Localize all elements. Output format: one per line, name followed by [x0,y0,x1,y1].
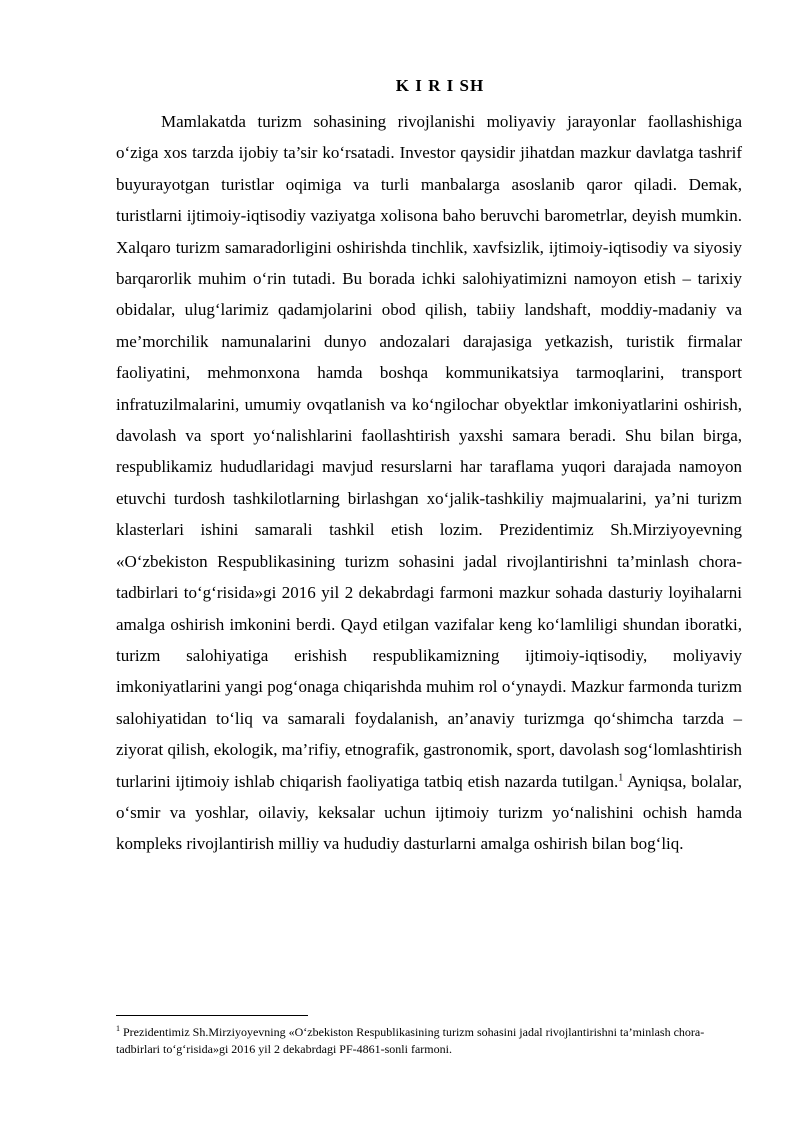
footnote-text: Prezidentimiz Sh.Mirziyoyevning «O‘zbekiston Respublikasining turizm sohasini jadal rivojlantirishni ta’minlash chora-tadbirlari to‘g‘risida»gi 2016 yil 2 dekabrdagi PF-4861-sonli farmoni. [116,1025,705,1056]
page-heading: K I R I SH [395,76,485,95]
footnote [116,1024,746,1057]
footnote-marker: 1 [116,1024,120,1033]
footnote-separator [116,1015,308,1016]
paragraph-text-main: Mamlakatda turizm sohasining rivojlanishi moliyaviy jarayonlar faollashishiga o‘ziga xos tarzda ijobiy ta’sir ko‘rsatadi. Investor qaysidir jihatdan mazkur davlatga tashrif buyurayotgan turistlar oqimiga va turli manbalarga asoslanib qaror qiladi. Demak, turistlarni ijtimoiy-iqtisodiy vaziyatga xolisona baho beruvchi barometrlar, deyish mumkin. Xalqaro turizm samaradorligini oshirishda tinchlik, xavfsizlik, ijtimoiy-iqtisodiy va siyosiy barqarorlik muhim o‘rin tutadi. Bu borada ichki salohiyatimizni namoyon etish – tarixiy obidalar, ulug‘larimiz qadamjolarini obod qilish, tabiiy landshaft, moddiy-madaniy va me’morchilik namunalarini dunyo andozalari darajasiga yetkazish, turistik firmalar faoliyatini, mehmonxona hamda boshqa kommunikatsiya tarmoqlarini, transport infratuzilmalarini, umumiy ovqatlanish va ko‘ngilochar obyektlar imkoniyatlarini oshirish, davolash va sport yo‘nalishlarini faollashtirish yaxshi samara beradi. Shu bilan birga, respublikamiz hududlaridagi mavjud resurslarni har taraflama yuqori darajada namoyon etuvchi turdosh tashkilotlarning birlashgan xo‘jalik-tashkiliy majmualarini, ya’ni turizm klasterlari ishini samarali tashkil etish lozim. Prezidentimiz Sh.Mirziyoyevning «O‘zbekiston Respublikasining turizm sohasini jadal rivojlantirishni ta’minlash chora-tadbirlari to‘g‘risida»gi 2016 yil 2 dekabrdagi farmoni mazkur sohada dasturiy loyihalarni amalga oshirish imkonini berdi. Qayd etilgan vazifalar keng ko‘lamliligi shundan iboratki, turizm salohiyatiga erishish respublikamizning ijtimoiy-iqtisodiy, moliyaviy imkoniyatlarini yangi pog‘onaga chiqarishda muhim rol o‘ynaydi. Mazkur farmonda turizm salohiyatidan to‘liq va samarali foydalanish, an’anaviy turizmga qo‘shimcha tarzda – ziyorat qilish, ekologik, ma’rifiy, etnografik, gastronomik, sport, davolash sog‘lomlashtirish turlarini ijtimoiy ishlab chiqarish faoliyatiga tatbiq etish nazarda tutilgan. [116,112,742,791]
paragraph-text-continued: Ayniqsa, bolalar, o‘smir va yoshlar, oilaviy, keksalar uchun ijtimoiy turizm yo‘nalishini ochish hamda kompleks rivojlantirish milliy va hududiy dasturlarni amalga oshirish bilan bog‘liq. [116,771,742,854]
body-paragraph [116,106,742,860]
footnote-reference[interactable]: 1 [618,771,624,783]
